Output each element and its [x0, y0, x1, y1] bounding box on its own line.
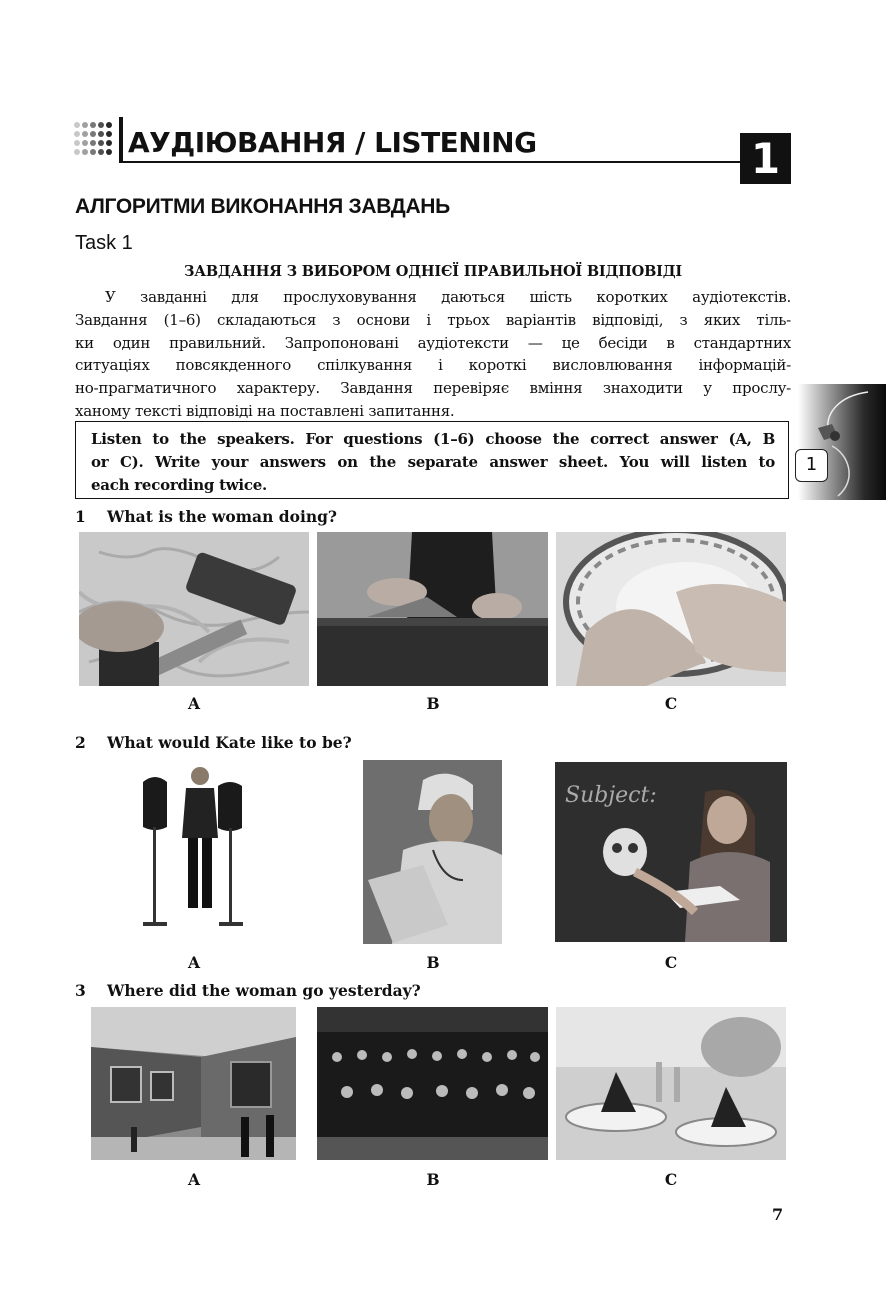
question-3	[75, 981, 421, 1000]
decorative-dot	[74, 131, 80, 137]
description-line: Завдання (1–6) складаються з основи і трьох варіантів відповіді, з яких тіль-	[75, 310, 791, 329]
doctor-photo[interactable]	[363, 760, 502, 944]
question-number: 1	[75, 507, 86, 526]
decorative-dot	[98, 131, 104, 137]
decorative-dot	[98, 149, 104, 155]
decorative-dot	[74, 140, 80, 146]
instruction-line: each recording twice.	[91, 476, 268, 494]
question-1	[75, 507, 337, 526]
section-title: АЛГОРИТМИ ВИКОНАННЯ ЗАВДАНЬ	[75, 195, 450, 218]
description-line: ханому тексті відповіді на поставлені запитання.	[75, 401, 455, 420]
svg-text:Subject:: Subject:	[565, 783, 657, 808]
question-2	[75, 733, 352, 752]
decorative-dot	[74, 149, 80, 155]
description-line: ситуаціях повсякденного спілкування і короткі висловлювання інформацій-	[75, 356, 791, 375]
question-text: Where did the woman go yesterday?	[107, 981, 421, 1000]
question-number: 3	[75, 981, 86, 1000]
side-tab-label: 1	[805, 454, 818, 475]
task-label: Task 1	[75, 232, 133, 254]
description-line: ки один правильний. Запропоновані аудіотексти — це бесіди в стандартних	[75, 333, 791, 352]
restaurant-photo[interactable]	[556, 1007, 786, 1160]
decorative-dot	[90, 149, 96, 155]
question-number: 2	[75, 733, 86, 752]
decorative-dot	[106, 140, 112, 146]
option-label: A	[187, 694, 201, 713]
ironing-photo[interactable]	[317, 532, 548, 686]
headphones-icon	[795, 449, 828, 482]
option-label: C	[664, 694, 678, 713]
decorative-dot-grid	[74, 122, 114, 158]
decorative-dot	[82, 140, 88, 146]
teacher-photo[interactable]	[555, 762, 787, 942]
decorative-dot	[90, 122, 96, 128]
chapter-title: АУДІЮВАННЯ / LISTENING	[128, 126, 537, 159]
option-label: B	[426, 1170, 440, 1189]
decorative-dot	[106, 131, 112, 137]
fashion-designer-photo[interactable]	[138, 762, 250, 932]
option-label: A	[187, 1170, 201, 1189]
museum-photo[interactable]	[91, 1007, 296, 1160]
decorative-dot	[82, 131, 88, 137]
decorative-dot	[90, 140, 96, 146]
instruction-line: Listen to the speakers. For questions (1–6) choose the correct answer (A, B	[91, 430, 775, 448]
decorative-dot	[82, 122, 88, 128]
option-label: B	[426, 953, 440, 972]
vacuuming-photo[interactable]	[79, 532, 309, 686]
decorative-dot	[82, 149, 88, 155]
decorative-dot	[106, 149, 112, 155]
decorative-dot	[98, 122, 104, 128]
question-text: What would Kate like to be?	[107, 733, 352, 752]
header-rule	[119, 161, 744, 163]
decorative-dot	[74, 122, 80, 128]
instruction-box	[75, 421, 789, 499]
decorative-dot	[90, 131, 96, 137]
instruction-line: or C). Write your answers on the separate answer sheet. You will listen to	[91, 453, 775, 471]
page-number: 7	[772, 1205, 784, 1224]
header-bar	[119, 117, 123, 163]
side-chapter-tab	[798, 384, 886, 500]
task-description	[75, 286, 791, 423]
description-line: У завданні для прослуховування даються шість коротких аудіотекстів.	[105, 288, 791, 306]
task-subtitle: ЗАВДАННЯ З ВИБОРОМ ОДНІЄЇ ПРАВИЛЬНОЇ ВІДПОВІДІ	[183, 263, 683, 280]
description-line: но-прагматичного характеру. Завдання перевіряє вміння знаходити у прослу-	[75, 379, 791, 398]
washing-dishes-photo[interactable]	[556, 532, 786, 686]
decorative-dot	[106, 122, 112, 128]
decorative-dot	[98, 140, 104, 146]
option-label: B	[426, 694, 440, 713]
option-label: C	[664, 953, 678, 972]
chapter-number-badge: 1	[740, 133, 791, 184]
question-text: What is the woman doing?	[107, 507, 338, 526]
concert-photo[interactable]	[317, 1007, 548, 1160]
option-label: A	[187, 953, 201, 972]
option-label: C	[664, 1170, 678, 1189]
